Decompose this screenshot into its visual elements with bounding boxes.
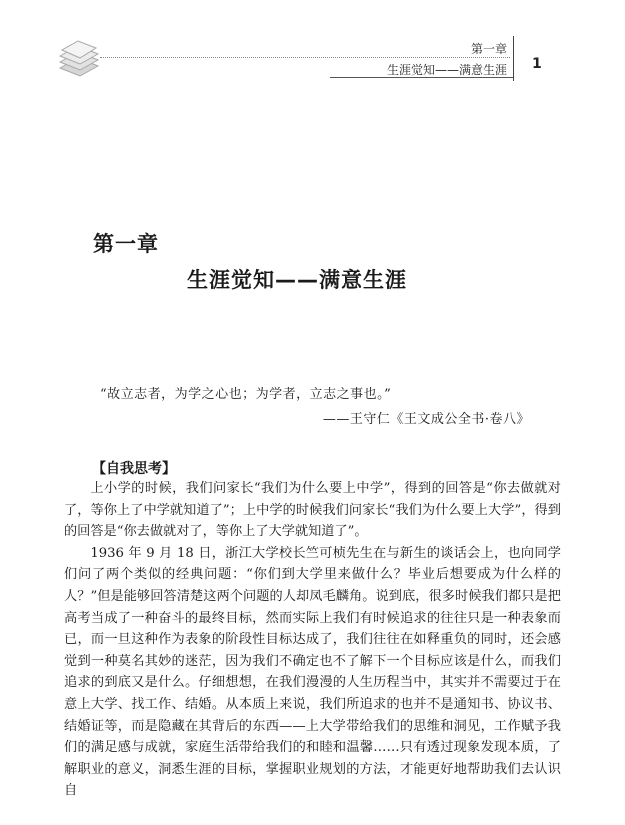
running-header-chapter: 第一章 (470, 42, 507, 56)
body-text (64, 478, 561, 802)
section-heading: 【自我思考】 (92, 461, 176, 477)
paragraph: 上小学的时候，我们问家长“我们为什么要上中学”，得到的回答是“你去做就对了，等你上了中学就知道了”；上中学的时候我们问家长“我们为什么要上大学”，得到的回答是“你去做就对了，等你上了大学就知道了”。 (64, 481, 561, 540)
chapter-title: 第一章 (93, 232, 159, 256)
epigraph-quote: “故立志者，为学之心也；为学者，立志之事也。” (100, 387, 392, 402)
chapter-subtitle: 生涯觉知——满意生涯 (187, 268, 407, 292)
header-divider (513, 36, 514, 81)
page-number: 1 (532, 56, 542, 72)
stacked-books-icon (56, 38, 102, 80)
paragraph: 1936 年 9 月 18 日，浙江大学校长竺可桢先生在与新生的谈话会上，也向同学们问了两个类似的经典问题：“你们到大学里来做什么？毕业后想要成为什么样的人？”但是能够回答清楚这两个问题的人却凤毛麟角。说到底，很多时候我们都只是把高考当成了一种奋斗的最终目标，然而实际上我们有时候追求的往往只是一种表象而已，而一旦这种作为表象的阶段性目标达成了，我们往往在如释重负的同时，还会感觉到一种莫名其妙的迷茫，因为我们不确定也不了解下一个目标应该是什么，而我们追求的到底又是什么。仔细想想，在我们漫漫的人生历程当中，其实并不需要过于在意上大学、找工作、结婚。从本质上来说，我们所追求的也并不是通知书、协议书、结婚证等，而是隐藏在其背后的东西——上大学带给我们的思维和洞见，工作赋予我们的满足感与成就，家庭生活带给我们的和睦和温馨……只有透过现象发现本质，了解职业的意义，洞悉生涯的目标，掌握职业规划的方法，才能更好地帮助我们去认识自 (64, 545, 561, 799)
header-dotted-rule (100, 57, 510, 58)
epigraph-source: ——王守仁《王文成公全书·卷八》 (322, 412, 530, 427)
running-header-subtitle: 生涯觉知——满意生涯 (386, 63, 507, 77)
